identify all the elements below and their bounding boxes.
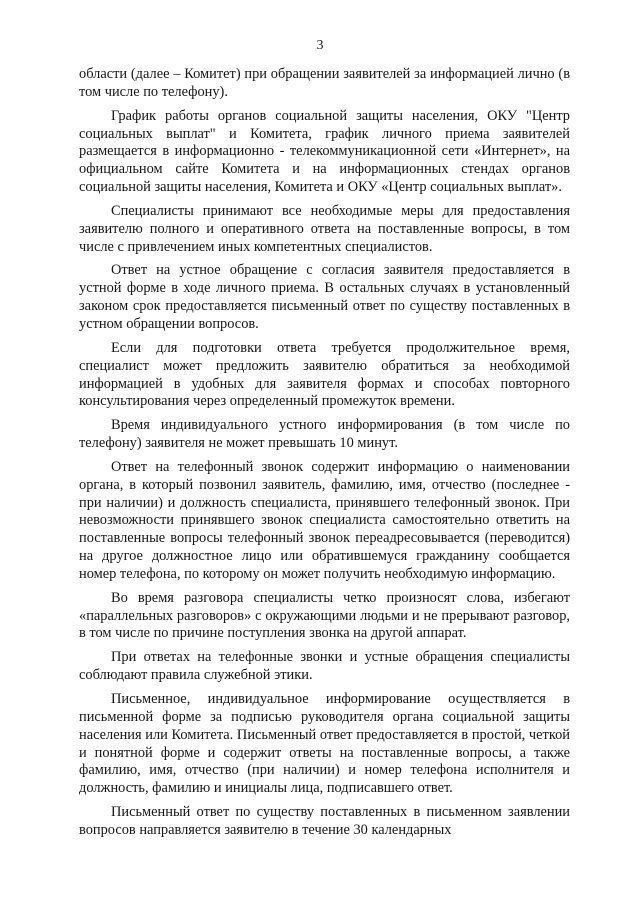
paragraph-preparation-time: Если для подготовки ответа требуется продолжительное время, специалист может предложить заявителю обратиться за необходимой информацией в удобных для заявителя формах и способах повторного консультирования через определенный промежуток времени.	[79, 339, 570, 410]
paragraph-work-schedule: График работы органов социальной защиты населения, ОКУ "Центр социальных выплат" и Комитета, график личного приема заявителей размещается в информационно - телекоммуникационной сети «Интернет», на официальном сайте Комитета и на информационных стендах органов социальной защиты населения, Комитета и ОКУ «Центр социальных выплат».	[79, 107, 570, 196]
paragraph-ethics: При ответах на телефонные звонки и устные обращения специалисты соблюдают правила служебной этики.	[79, 649, 570, 684]
paragraph-time-limit: Время индивидуального устного информирования (в том числе по телефону) заявителя не может превышать 10 минут.	[79, 417, 570, 452]
paragraph-conversation-rules: Во время разговора специалисты четко произносят слова, избегают «параллельных разговоров» с окружающими людьми и не прерывают разговор, в том числе по причине поступления звонка на другой аппарат.	[79, 589, 570, 642]
document-body	[79, 66, 570, 846]
paragraph-specialists-measures: Специалисты принимают все необходимые меры для предоставления заявителю полного и оперативного ответа на поставленные вопросы, в том числе с привлечением иных компетентных специалистов.	[79, 202, 570, 255]
paragraph-oral-response: Ответ на устное обращение с согласия заявителя предоставляется в устной форме в ходе личного приема. В остальных случаях в установленный законом срок предоставляется письменный ответ по существу поставленных в устном обращении вопросов.	[79, 262, 570, 332]
paragraph-committee-definition: области (далее – Комитет) при обращении заявителей за информацией лично (в том числе по телефону).	[79, 66, 570, 100]
paragraph-written-answer-deadline: Письменный ответ по существу поставленных в письменном заявлении вопросов направляется заявителю в течение 30 календарных	[79, 804, 570, 838]
page-number: 3	[316, 38, 324, 53]
paragraph-written-informing: Письменное, индивидуальное информирование осуществляется в письменной форме за подписью руководителя органа социальной защиты населения или Комитета. Письменный ответ предоставляется в простой, четкой и понятной форме и содержит ответы на поставленные вопросы, а также фамилию, имя, отчество (при наличии) и номер телефона исполнителя и должность, фамилию и инициалы лица, подписавшего ответ.	[79, 691, 570, 797]
paragraph-phone-response: Ответ на телефонный звонок содержит информацию о наименовании органа, в который позвонил заявитель, фамилию, имя, отчество (последнее - при наличии) и должность специалиста, принявшего телефонный звонок. При невозможности принявшего звонок специалиста самостоятельно ответить на поставленные вопросы телефонный звонок переадресовывается (переводится) на другое должностное лицо или обратившемуся гражданину сообщается номер телефона, по которому он может получить необходимую информацию.	[79, 458, 570, 582]
